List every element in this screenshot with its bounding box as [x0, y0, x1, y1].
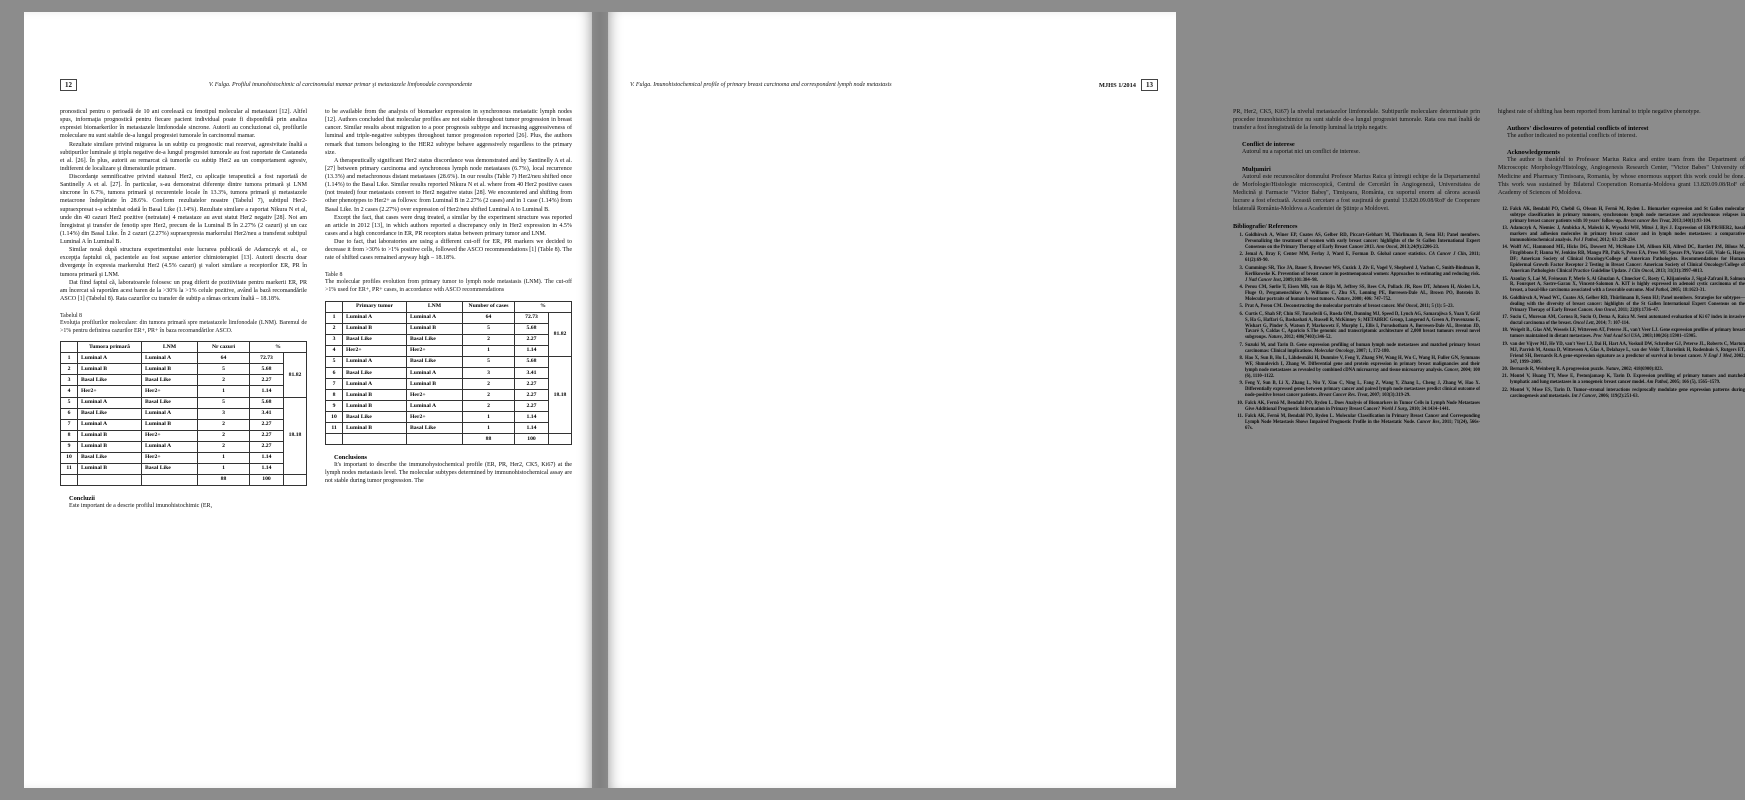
table-row — [61, 364, 307, 375]
lnm-cell: Luminal A — [142, 353, 198, 364]
cases-cell: 5 — [198, 364, 250, 375]
percent-cell: 2.27 — [515, 401, 549, 412]
section-heading-conclusions: Conclusions — [334, 454, 368, 462]
percent-cell: 5.68 — [250, 397, 284, 408]
row-index: 4 — [326, 345, 343, 356]
row-index: 6 — [326, 367, 343, 378]
primary-tumor-cell: Luminal B — [343, 389, 407, 400]
total-blank — [549, 434, 572, 445]
table-header-cell: Nr cazuri — [198, 342, 250, 353]
row-index: 8 — [326, 389, 343, 400]
book-gutter-shadow — [592, 12, 608, 788]
percent-cell: 5.68 — [515, 356, 549, 367]
row-index: 1 — [326, 312, 343, 323]
primary-tumor-cell: Basal Like — [343, 412, 407, 423]
reference-item: Prat A, Perou CM. Deconstructing the molecular portraits of breast cancer. Mol Oncol, 2011; 5 (1): 5–23. — [1245, 304, 1454, 310]
total-percent: 100 — [250, 474, 284, 485]
paragraph: Due to fact, that laboratories are using a different cut-off for ER, PR markers we decided to decrease it from >30% to >1% positive cells, followed the ASCO recommendations [1] (Table 8). The rate of shifted cases remained anyway high – 18.18%. — [325, 239, 572, 262]
percent-cell: 2.27 — [250, 375, 284, 386]
total-blank — [326, 434, 343, 445]
cases-cell: 2 — [463, 389, 515, 400]
paragraph: PR, Her2, CK5, Ki67) la nivelul metastazelor limfonodale. Subtipurile moleculare determinate prin procedee imunohistochimice nu sunt stabile de-a lungul progresiei tumorale. Rata cea mai înaltă de transfer a fost înregistrată de la fenotip luminal la triplu negativ. — [1233, 109, 1480, 132]
cases-cell: 1 — [198, 386, 250, 397]
cases-cell: 1 — [463, 345, 515, 356]
primary-tumor-cell: Luminal B — [78, 463, 142, 474]
lnm-cell: Her2+ — [407, 412, 463, 423]
paragraph: pronosticul pentru o perioadă de 10 ani corelează cu fenotipul molecular al metastazei [12]. Altfel spus, informaţia prognostică pentru fiecare pacient individual poate fi disponibilă prin analiza expresiei biomarkerilor în metastazele limfonodale sincrone. Autorii au concluzionat că, profilurile moleculare nu sunt stabile de-a lungul progresiei tumorale în carcinomul mamar. — [60, 109, 307, 140]
table-header-cell: Primary tumor — [343, 301, 407, 312]
lnm-cell: Basal Like — [407, 334, 463, 345]
paragraph: to be available from the analysis of biomarker expression in synchronous metastatic lymph nodes [12]. Authors concluded that molecular profiles are not stable throughout tumor progression in breast cancer. Similar results about migration to a poor prognosis subtype and increasing aggressiveness of luminal and triple-negative subtypes throughout tumor progression reported [26]. Plus, the authors remark that tumors belonging to the HER2 subtype behave aggressively regardless to the primary size. — [325, 109, 572, 156]
table-row — [326, 367, 572, 378]
percent-cell: 3.41 — [515, 367, 549, 378]
paragraph: Except the fact, that cases were drug treated, a similar by the experiment structure was reported an article in 2012 [13], in which authors reported a discrepancy only in Her2 expression in 4.5% cases and a high concordance in ER, PR receptors status between primary tumor and LNM. — [325, 214, 572, 237]
percent-cell: 3.41 — [250, 408, 284, 419]
reference-item: Suciu C, Muresan AM, Cornea R, Suciu O, Dema A, Raica M. Semi automated evaluation of Ki 67 index in invasive ductal carcinoma of the breast. Oncol Lett, 2014; 7: 107-114. — [1510, 315, 1745, 326]
reference-item: Perou CM, Sørlie T, Eisen MB, van de Rijn M, Jeffrey SS, Rees CA, Pollack JR, Ross DT, Johnsen H, Akslen LA, Fluge O, Pergamenschikov A, Williams C, Zhu SX, Lønning PE, Børresen-Dale AL, Brown PO, Botstein D. Molecular portraits of human breast tumors. Nature, 2000; 406: 747–752. — [1245, 285, 1480, 302]
row-index: 2 — [326, 323, 343, 334]
lnm-cell: Luminal B — [407, 378, 463, 389]
cases-cell: 3 — [198, 408, 250, 419]
reference-item: Jemal A, Bray F, Center MM, Ferlay J, Ward E, Forman D. Global cancer statistics. CA Cancer J Clin, 2011; 61(2):69-90. — [1245, 252, 1480, 264]
cases-cell: 5 — [463, 356, 515, 367]
percent-cell: 1.14 — [250, 386, 284, 397]
row-index: 9 — [61, 441, 78, 452]
group-percent-bottom: 18.18 — [549, 356, 572, 433]
running-head-right — [630, 74, 1158, 96]
primary-tumor-cell: Luminal A — [78, 353, 142, 364]
section-heading-disclosures: Authors' disclosures of potential conflicts of interest — [1507, 125, 1649, 133]
row-index: 5 — [326, 356, 343, 367]
paragraph: Discordanţe semnificative privind statusul Her2, cu aplicaţie terapeutică a fost raportată de Santinelly A et al. [27]. În particular, s-au demonstrat diferenţe dintre tumora primară şi LNM sincrone în 6.7%, tumora primară şi recurentele locale în 13.3%, tumora primară şi metastazele metacrone îndepărtate în 28.6%. Conform rezultatelor noastre (Tabelul 7), subtipul Her2-supraexpresat s-a schimbat odată în Basal Like (1.14%). Rezultate similare a raportat Nikura N et al, unde din 40 cazuri Her2 pozitive (netratate) 4 metastaze au avut statut Her2 negativ [28]. Noi am înregistrat şi transfer de fenotip spre Her2, precum de la Luminal B în 2.27% (2 cazuri) şi un caz (1.14%) din Basal Like. În 2 cazuri (2.27%) supraexpresia markerului Her2/neu a transferat subtipul Luminal A în Luminal B. — [60, 174, 307, 245]
paragraph: Dat fiind faptul că, laboratoarele folosesc un prag diferit de pozitivitate pentru markerii ER, PR am încercat să raportăm acest baren de la >30% la >1% celule pozitive, având la bază recomandările ASCO [1] (Tabelul 8). Rata cazurilor cu transfer de subtip a rămas oricum înaltă – 18.18%. — [60, 279, 307, 302]
row-index: 11 — [326, 423, 343, 434]
lnm-cell: Luminal A — [407, 312, 463, 323]
primary-tumor-cell: Luminal B — [343, 323, 407, 334]
lnm-cell: Luminal B — [407, 323, 463, 334]
paragraph: It's important to describe the immunohystochemical profile (ER, PR, Her2, CK5, Ki67) at the lymph nodes metastasis level. The molecular subtypes determined by immunohistochemical assay are not stable during tumor progression. The — [325, 462, 572, 485]
paragraph: Autorul este recunoscător domnului Profesor Marius Raica şi întregii echipe de la Departamentul de Morfologie/Histologie microscopică, Centrul de Cercetări în Angiogeneză, Universitatea de Medicină şi Farmacie "Victor Babeş", Timişoara, România, cu suportul enorm al cărora această lucrare a fost efectuată. Această cercetare a fost susţinută de grantul 13.820.09.08/RoF de Cooperare bilaterală România-Moldova a Academiei de Ştiinţe a Moldovei. — [1233, 173, 1480, 212]
cases-cell: 2 — [198, 375, 250, 386]
reference-list-1 — [1233, 233, 1480, 432]
section-heading-multumiri: Mulţumiri — [1242, 165, 1271, 173]
table-caption: Evoluţia profilurilor moleculare: din tumora primară spre metastazele limfonodale (LNM). Baremul de >1% pentru definirea cazurilor ER+, PR+ în baza recomandărilor ASCO. — [60, 320, 307, 334]
cases-cell: 2 — [463, 401, 515, 412]
cases-cell: 1 — [198, 452, 250, 463]
columns-right-page — [1233, 108, 1745, 433]
reference-item: Feng Y, Sun B, Li X, Zhang L, Niu Y, Xiao C, Ning L, Fang Z, Wang Y, Zhang L, Cheng J, Zhang W, Hao X. Differentially expressed genes between primary cancer and paired lymph node metastases predict clinical outcome of node-positive breast cancer patients. Breast Cancer Res. Treat, 2007; 103(3):319-29. — [1245, 381, 1480, 399]
percent-cell: 72.73 — [250, 353, 284, 364]
reference-item: Adamczyk A, Niemiec J, Ambicka A, Małecki K, Wysocki WH, Mituś J, Ryś J. Expression of ER/PR/HER2, basal markers and adhesion molecules in primary breast cancer and in lymph nodes metastases: a comparative immunohistochemical analysis. Pol J Pathol, 2012; 63: 228-234. — [1510, 226, 1745, 243]
primary-tumor-cell: Basal Like — [343, 334, 407, 345]
primary-tumor-cell: Luminal B — [78, 364, 142, 375]
cases-cell: 64 — [463, 312, 515, 323]
reference-item: Falck AK, Fernö M, Bendahl PO, Ryden L. Does Analysis of Biomarkers in Tumor Cells in Lymph Node Metastases Give Additional Prognostic Information in Primary Breast Cancer? World J Surg, 2010; 34:1434–1441. — [1245, 400, 1480, 412]
column-2 — [325, 108, 572, 510]
reference-item: Curtis C, Shah SP, Chin SF, Turashvili G, Rueda OM, Dunning MJ, Speed D, Lynch AG, Samarajiwa S, Yuan Y, Gräf S, Ha G, Haffari G, Bashashati A, Russell R, McKinney S; METABRIC Group, Langerød A, Green A, Provenzano E, Wishart G, Pinder S, Watson P, Markowetz F, Murphy L, Ellis I, Purushotham A, Børresen-Dale AL, Brenton JD, Tavaré S, Caldas C, Aparicio S.The genomic and transcriptomic architecture of 2,000 breast tumours reveal novel subgroups. Nature, 2012; 486(7403):346-52. — [1245, 311, 1480, 341]
lnm-cell: Her2+ — [142, 430, 198, 441]
table-header-cell: % — [250, 342, 307, 353]
percent-cell: 2.27 — [515, 378, 549, 389]
folio-left: 12 — [60, 79, 77, 91]
paragraph: The author is thankful to Professor Marius Raica and entire team from the Department of Microscopic Morphology/Histology, Angiogenesis Research Center, "Victor Babes" University of Medicine and Pharmacy Timisoara, Romania, by whose enormous support this work could be done. This work was sustained by Bilateral Cooperation Romania-Moldova grant 13.820.09.08/RoF of Academy of Sciences of Moldova. — [1498, 157, 1745, 196]
cases-cell: 2 — [463, 334, 515, 345]
primary-tumor-cell: Her2+ — [343, 345, 407, 356]
table-row — [61, 463, 307, 474]
section-heading-concluzii: Concluzii — [69, 494, 95, 502]
table-row — [61, 452, 307, 463]
lnm-cell: Her2+ — [407, 389, 463, 400]
total-blank — [284, 474, 307, 485]
table-row — [61, 386, 307, 397]
table-total-row — [326, 434, 572, 445]
table-header-cell — [61, 342, 78, 353]
percent-cell: 2.27 — [250, 441, 284, 452]
table-header-cell: % — [515, 301, 572, 312]
table-caption: The molecular profiles evolution from primary tumor to lymph node metastasis (LNM). The cut-off >1% used for ER+, PR+ cases, in accordance with ASCO recommendations — [325, 279, 572, 294]
percent-cell: 1.14 — [250, 463, 284, 474]
lnm-cell: Her2+ — [142, 386, 198, 397]
lnm-cell: Basal Like — [407, 356, 463, 367]
percent-cell: 1.14 — [515, 423, 549, 434]
cases-cell: 1 — [463, 412, 515, 423]
molecular-profile-table — [325, 301, 572, 445]
total-percent: 100 — [515, 434, 549, 445]
table-header-cell: LNM — [407, 301, 463, 312]
paragraph: highest rate of shifting has been reported from luminal to triple negative phenotype. — [1498, 109, 1701, 115]
table-header-cell — [326, 301, 343, 312]
column-4 — [1498, 108, 1745, 433]
primary-tumor-cell: Luminal A — [78, 397, 142, 408]
table-row — [61, 375, 307, 386]
lnm-cell: Luminal A — [142, 441, 198, 452]
row-index: 1 — [61, 353, 78, 364]
primary-tumor-cell: Luminal A — [343, 356, 407, 367]
reference-item: Falck AK, Fernö M, Bendahl PO, Ryden L. Molecular Classification in Primary Breast Cancer and Corresponding Lymph Node Metastasis Shows Impaired Prognostic Profile in the Metastatic Node. Cancer Res, 2011; 71(24), 566s-67s. — [1245, 413, 1481, 431]
table-row — [326, 312, 572, 323]
journal-issue-id: MJHS 1/2014 — [1098, 81, 1136, 89]
table-row — [326, 378, 572, 389]
lnm-cell: Luminal A — [407, 401, 463, 412]
reference-item: Falck AK, Bendahl PO, Chebil G, Olsson H, Fernö M, Ryden L. Biomarker expression and St Gallen molecular subtype classification in primary tumours, synchronous lymph node metastases and asynchronous relapses in primary breast cancer patients with 10 years' follow-up. Breast cancer Res Treat, 2013;140(1):93-104. — [1510, 206, 1745, 224]
row-index: 10 — [326, 412, 343, 423]
cases-cell: 5 — [463, 323, 515, 334]
primary-tumor-cell: Luminal A — [343, 312, 407, 323]
row-index: 11 — [61, 463, 78, 474]
table-total-row — [61, 474, 307, 485]
cases-cell: 2 — [198, 441, 250, 452]
section-heading-conflict-de-interese: Conflict de interese — [1242, 141, 1295, 149]
running-head-left — [60, 74, 604, 96]
table-header-cell: LNM — [142, 342, 198, 353]
percent-cell: 1.14 — [515, 345, 549, 356]
reference-item: Azoulay S, Laé M, Fréneaux P, Merle S, Al Ghuzlan A, Chnecker C, Rosty C, Klijanienko J, Sigal-Zafrani B, Salmon R, Fourquet A, Sastre-Garau X, Vincent-Salomon A. KIT is highly expressed in adenoid cystic carcinoma of the breast, a basal-like carcinoma associated with a favorable outcome. Mod Pathol, 2005; 18:1623-31. — [1510, 276, 1745, 294]
percent-cell: 1.14 — [250, 452, 284, 463]
table-row — [61, 419, 307, 430]
paragraph: The author indicated no potential conflicts of interest. — [1507, 133, 1637, 140]
table-row — [326, 345, 572, 356]
cases-cell: 1 — [198, 463, 250, 474]
lnm-cell: Basal Like — [142, 463, 198, 474]
reference-item: Goldhirsch A, Winer EP, Coates AS, Gelber RD, Piccart-Gebhart M, Thürlimann B, Senn HJ; Panel members. Personalizing the treatment of women with early breast cancer: highlights of the St Gallen International Expert Consensus on the Primary Therapy of Early Breast Cancer 2013. Ann Oncol, 2013;24(9):2206-23. — [1245, 233, 1480, 250]
total-blank — [407, 434, 463, 445]
primary-tumor-cell: Luminal B — [343, 401, 407, 412]
percent-cell: 2.27 — [250, 430, 284, 441]
lnm-cell: Her2+ — [407, 345, 463, 356]
folio-right: 13 — [1141, 79, 1158, 91]
reference-list-2 — [1498, 207, 1745, 400]
primary-tumor-cell: Her2+ — [78, 386, 142, 397]
table-row — [326, 356, 572, 367]
lnm-cell: Luminal B — [142, 364, 198, 375]
section-heading-acknowledgements: Acknowledgements — [1507, 149, 1560, 157]
lnm-cell: Basal Like — [142, 375, 198, 386]
table-row — [61, 408, 307, 419]
primary-tumor-cell: Basal Like — [78, 408, 142, 419]
lnm-cell: Basal Like — [407, 423, 463, 434]
lnm-cell: Luminal B — [142, 419, 198, 430]
primary-tumor-cell: Luminal A — [343, 378, 407, 389]
table-row — [61, 441, 307, 452]
total-blank — [343, 434, 407, 445]
total-blank — [78, 474, 142, 485]
row-index: 7 — [61, 419, 78, 430]
table-row — [326, 423, 572, 434]
reference-item: Weigelt B., Glas AM, Wessels LF, Witteveen AT, Peterse JL, van't Veer LJ. Gene expression profiles of primary breast tumors maintained in distant metastases. Proc Natl Acad Sci USA, 2003;100(26):15901–15905. — [1510, 328, 1745, 340]
row-index: 8 — [61, 430, 78, 441]
paragraph: Autorul nu a raportat nici un conflict de interese. — [1242, 149, 1361, 156]
page-left — [24, 12, 592, 788]
table-header-cell: Number of cases — [463, 301, 515, 312]
reference-item: van der Vijver MJ, He YD, van't Veer LJ, Dai H, Hart AA, Voskuil DW, Schreiber GJ, Peterse JL, Roberts C, Marton MJ, Parrish M, Atsma D, Witteveen A, Glas A, Delahaye L, van der Velde T, Bartelink H, Rodenhuis S, Rutgers ET, Friend SH, Bernards R.A gene-expression signature as a predictor of survival in breast cancer. N Engl J Med, 2002; 347, 1999–2009. — [1510, 341, 1745, 365]
table-row — [326, 412, 572, 423]
lnm-cell: Luminal A — [142, 408, 198, 419]
total-cases: 88 — [198, 474, 250, 485]
percent-cell: 5.68 — [515, 323, 549, 334]
lnm-cell: Her2+ — [142, 452, 198, 463]
table-row — [61, 430, 307, 441]
row-index: 3 — [61, 375, 78, 386]
primary-tumor-cell: Luminal A — [78, 419, 142, 430]
row-index: 5 — [61, 397, 78, 408]
row-index: 10 — [61, 452, 78, 463]
primary-tumor-cell: Basal Like — [343, 367, 407, 378]
table-row — [326, 334, 572, 345]
primary-tumor-cell: Basal Like — [78, 375, 142, 386]
total-cases: 88 — [463, 434, 515, 445]
paragraph: Rezultate similare privind migrarea la un subtip cu prognostic mai rezervat, agresivitate înaltă a subtipurilor luminale şi triplu negative de-a lungul progresiei tumorale au fost raportate de Castaneda et al. [26]. În plus, autorii au remarcat că tumorile cu subtip Her2 au un comportament agresiv, indiferent de localizare şi dimensiunile primare. — [60, 141, 307, 172]
percent-cell: 1.14 — [515, 412, 549, 423]
percent-cell: 2.27 — [250, 419, 284, 430]
percent-cell: 72.73 — [515, 312, 549, 323]
row-index: 2 — [61, 364, 78, 375]
column-3 — [1233, 108, 1480, 433]
reference-item: Suzuki M, and Tarin D. Gene expression profiling of human lymph node metastases and matched primary breast carcinomas: Clinical implications. Molecular Oncology, 2007; 1, 172-180. — [1245, 342, 1480, 354]
percent-cell: 2.27 — [515, 334, 549, 345]
row-index: 3 — [326, 334, 343, 345]
table-header-row — [326, 301, 572, 312]
lnm-cell: Luminal A — [407, 367, 463, 378]
running-head-title-right: V. Fulga. Imunohistochemical profile of primary breast carcinoma and correspondent lymph node metastasis — [630, 82, 892, 88]
table-block-tabelul-8 — [60, 313, 307, 486]
reference-item: Montel V, Huang TY, Mose E, Pestonjamasp K, Tarin D. Expression profiling of primary tumors and matched lymphatic and lung metastases in a xenogeneic breast cancer model. Am Pathol, 2005; 166 (5), 1565–1579. — [1510, 374, 1745, 386]
paragraph: A therapeutically significant Her2 status discordance was demonstrated and by Santinelly A et al. [27] between primary carcinoma and synchronous lymph node metastases (6.7%), local recurrence (13.3%) and metachronous distant metastases (28.6%). In our results (Table 7) Her2/neu shifted once (1.14%) to the Basal Like. Similar results reported Nikura N et al. where from 40 Her2 positive cases (not treated) four metastasis convert to Her2 negative status [28]. We encountered and shifting from other phenotypes to Her2+ as follows: from Luminal B in 2.27% (2 cases) and in 1 case (1.14%) from Basal Like. In 2 cases (2.27%) over expression of Her2/neu shifted Luminal A to Luminal B. — [325, 157, 572, 213]
reference-item: Cummings SR, Tice JA, Bauer S, Browner WS, Cuzick J, Ziv E, Vogel V, Shepherd J, Vachon C, Smith-Bindman R, Kerlikowske K. Prevention of breast cancer in postmenopausal women: Approaches to estimating and reducing risk. J Natl Cancer Inst, 2009;101:384–98. — [1245, 265, 1480, 283]
cases-cell: 2 — [198, 430, 250, 441]
molecular-profile-table — [60, 341, 307, 485]
reference-item: Montel V, Mose ES, Tarin D. Tumor–stromal interactions reciprocally modulate gene expression patterns during carcinogenesis and metastasis. Int J Cancer, 2006; 119(2):251-63. — [1510, 387, 1745, 399]
total-blank — [61, 474, 78, 485]
reference-item: Bernards R, Weinberg R. A progression puzzle. Nature, 2002; 418(6900):823. — [1510, 366, 1663, 372]
table-header-row — [61, 342, 307, 353]
table-header-cell: Tumora primară — [78, 342, 142, 353]
cases-cell: 2 — [463, 378, 515, 389]
primary-tumor-cell: Luminal B — [78, 441, 142, 452]
paragraph: Este important de a descrie profilul imunohistochimic (ER, — [69, 502, 213, 509]
table-row — [326, 401, 572, 412]
cases-cell: 1 — [463, 423, 515, 434]
running-head-title-left: V. Fulga. Profilul imunohistochimic al carcinomului mamar primar şi metastazele limfonodale corespondente — [208, 82, 473, 88]
cases-cell: 5 — [198, 397, 250, 408]
cases-cell: 64 — [198, 353, 250, 364]
section-heading-bibliografie: Bibliografie/ References — [1233, 223, 1298, 231]
table-number-label: Tabelul 8 — [60, 313, 82, 319]
total-blank — [142, 474, 198, 485]
table-row — [326, 389, 572, 400]
reference-item: Hao X, Sun B, Hu L, Lähdesmäki H, Dunmire V, Feng Y, Zhang SW, Wang H, Wu C, Wang H, Fuller GN, Symmans WF, Shmulevich I, Zhang W. Differential gene and protein expression in primary breast malignancies and their lymph node metastases as revealed by combined cDNA microarray and tissue microarray analysis. Cancer, 2004; 100 (6), 1110–1122. — [1245, 356, 1480, 379]
row-index: 7 — [326, 378, 343, 389]
row-index: 4 — [61, 386, 78, 397]
row-index: 9 — [326, 401, 343, 412]
percent-cell: 5.68 — [250, 364, 284, 375]
percent-cell: 2.27 — [515, 389, 549, 400]
reference-item: Goldhirsch A, Wood WC, Coates AS, Gelber RD, Thürlimann B, Senn HJ; Panel members. Strategies for subtypes—dealing with the diversity of breast cancer: highlights of the St Gallen International Expert Consensus on the Primary Therapy of Early Breast Cancer. Ann Oncol, 2011; 22(8):1736–47. — [1510, 295, 1745, 313]
column-1 — [60, 108, 307, 510]
group-percent-top: 81.82 — [284, 353, 307, 397]
group-percent-top: 81.82 — [549, 312, 572, 356]
primary-tumor-cell: Basal Like — [78, 452, 142, 463]
page-right — [608, 12, 1745, 788]
table-row — [61, 353, 307, 364]
lnm-cell: Basal Like — [142, 397, 198, 408]
columns-left-page — [60, 108, 572, 510]
reference-item: Wolff AC, Hammond ME, Hicks DG, Dowsett M, McShane LM, Allison KH, Allred DC, Bartlett JM, Bilous M, Fitzgibbons P, Hanna W, Jenkins RB, Mangu PB, Paik S, Perez EA, Press MF, Spears PA, Vance GH, Viale G, Hayes DF; American Society of Clinical Oncology/College of American Pathologists. Recommendations for Human Epidermal Growth Factor Receptor 2 Testing in Breast Cancer: American Society of Clinical Oncology/College of American Pathologists Clinical Practice Guideline Update. J Clin Oncol, 2013; 31(31):3997-4013. — [1510, 245, 1745, 275]
table-row — [61, 397, 307, 408]
paragraph: Similar nouă după structura experimentului este lucrarea publicată de Adamczyk et al., ce excepţia faptului că, pacientele au fost supuse anterior chimioterapiei [13]. Autorii descriu doar divergenţe în expresia markerului Her2 (4.5% cazuri) şi valori similare a receptorilor ER, PR în tumora primară şi LNM. — [60, 247, 307, 278]
group-percent-bottom: 18.18 — [284, 397, 307, 474]
cases-cell: 2 — [198, 419, 250, 430]
table-block-table-8 — [325, 272, 572, 445]
primary-tumor-cell: Luminal B — [343, 423, 407, 434]
row-index: 6 — [61, 408, 78, 419]
cases-cell: 3 — [463, 367, 515, 378]
table-row — [326, 323, 572, 334]
table-number-label: Table 8 — [325, 272, 343, 279]
primary-tumor-cell: Luminal B — [78, 430, 142, 441]
